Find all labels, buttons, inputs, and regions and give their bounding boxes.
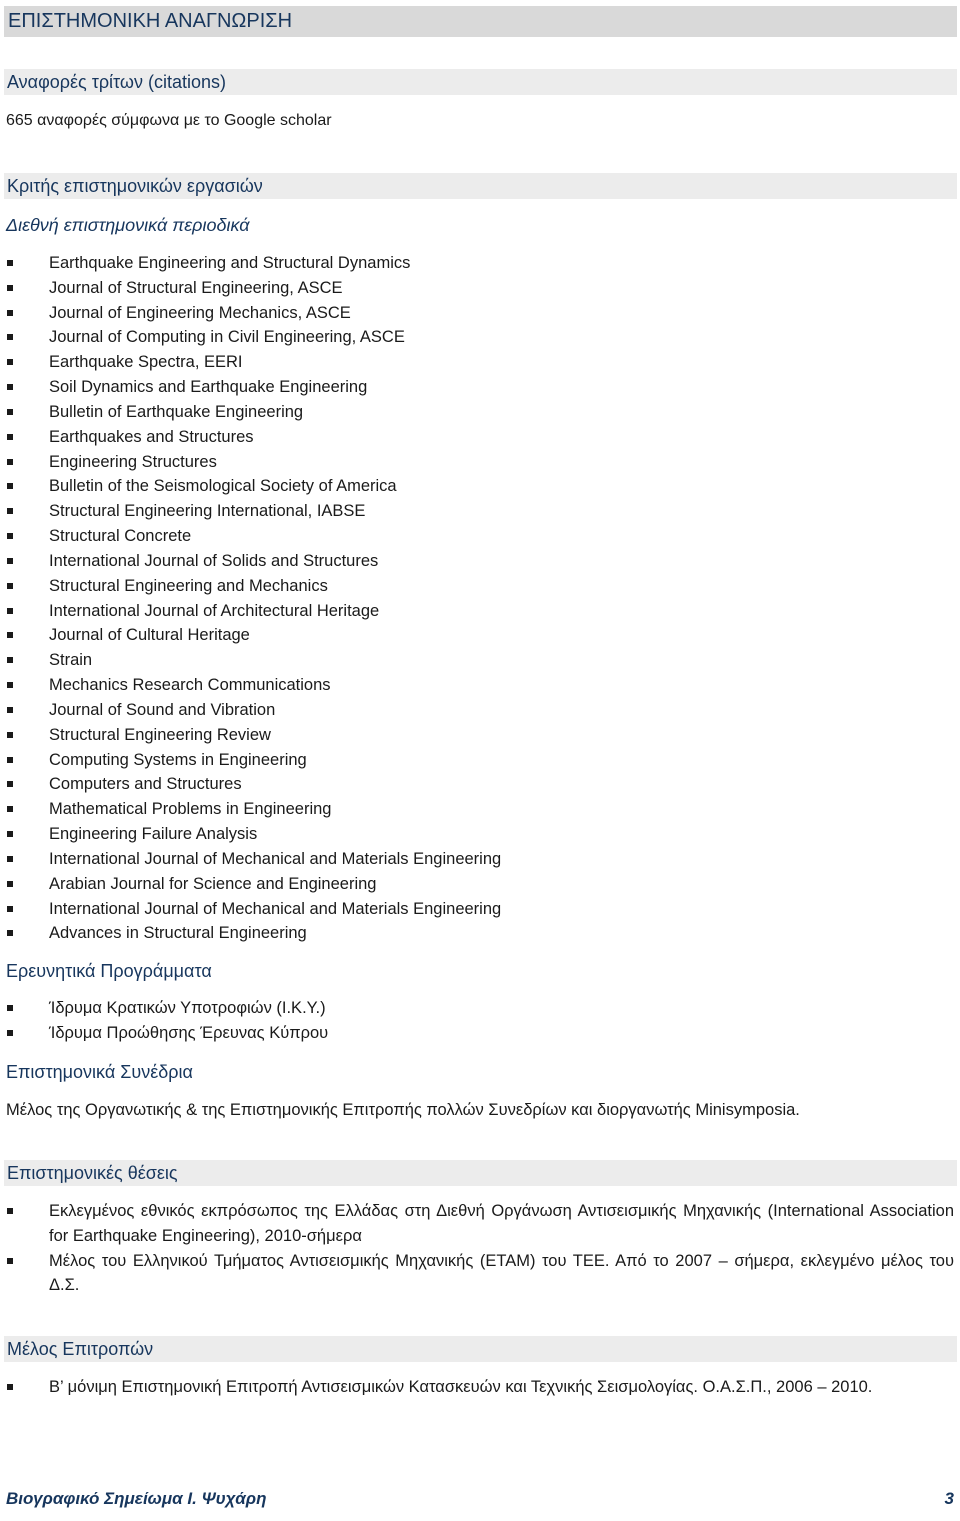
bullet-icon bbox=[7, 856, 13, 862]
journal-item bbox=[0, 623, 501, 648]
reviewer-heading: Κριτής επιστημονικών εργασιών bbox=[4, 173, 957, 199]
bullet-icon bbox=[7, 881, 13, 887]
journal-item-text: Structural Engineering International, IABSE bbox=[49, 502, 366, 521]
journal-item bbox=[0, 350, 501, 375]
journal-item bbox=[0, 648, 501, 673]
bullet-icon bbox=[7, 608, 13, 614]
journal-item-text: Journal of Structural Engineering, ASCE bbox=[49, 278, 343, 297]
page-title: ΕΠΙΣΤΗΜΟΝΙΚΗ ΑΝΑΓΝΩΡΙΣΗ bbox=[4, 6, 957, 37]
journal-item bbox=[0, 748, 501, 773]
page-number: 3 bbox=[944, 1489, 954, 1508]
bullet-icon bbox=[7, 384, 13, 390]
journal-item bbox=[0, 251, 501, 276]
research-item bbox=[0, 996, 328, 1021]
journal-item-text: Structural Engineering and Mechanics bbox=[49, 576, 328, 595]
bullet-icon bbox=[7, 583, 13, 589]
committees-heading: Μέλος Επιτροπών bbox=[4, 1336, 957, 1362]
bullet-icon bbox=[7, 483, 13, 489]
reviewer-subheading: Διεθνή επιστημονικά περιοδικά bbox=[6, 215, 250, 235]
bullet-icon bbox=[7, 757, 13, 763]
bullet-icon bbox=[7, 459, 13, 465]
bullet-icon bbox=[7, 508, 13, 514]
journal-item bbox=[0, 524, 501, 549]
bullet-icon bbox=[7, 1384, 13, 1390]
journal-item bbox=[0, 301, 501, 326]
research-heading: Ερευνητικά Προγράμματα bbox=[6, 961, 212, 981]
journal-item-text: Earthquake Spectra, EERI bbox=[49, 353, 243, 372]
journal-item bbox=[0, 425, 501, 450]
journal-item bbox=[0, 822, 501, 847]
journal-item-text: Earthquake Engineering and Structural Dynamics bbox=[49, 254, 411, 272]
bullet-icon bbox=[7, 359, 13, 365]
bullet-icon bbox=[7, 1005, 13, 1011]
journal-item bbox=[0, 797, 501, 822]
journal-item bbox=[0, 897, 501, 922]
journal-item-text: Journal of Computing in Civil Engineering, ASCE bbox=[49, 328, 405, 347]
journal-item-text: Bulletin of Earthquake Engineering bbox=[49, 402, 304, 421]
journal-item-text: Arabian Journal for Science and Engineering bbox=[49, 874, 377, 893]
journal-item-text: International Journal of Mechanical and Materials Engineering bbox=[49, 899, 502, 918]
bullet-icon bbox=[7, 558, 13, 564]
journal-item bbox=[0, 450, 501, 475]
journal-item bbox=[0, 921, 501, 946]
journal-item-text: Soil Dynamics and Earthquake Engineering bbox=[49, 378, 368, 397]
bullet-icon bbox=[7, 1208, 13, 1214]
bullet-icon bbox=[7, 334, 13, 340]
research-item-text: Ίδρυμα Κρατικών Υποτροφιών (Ι.Κ.Υ.) bbox=[49, 999, 326, 1017]
bullet-icon bbox=[7, 632, 13, 638]
citations-heading: Αναφορές τρίτων (citations) bbox=[4, 69, 957, 95]
bullet-icon bbox=[7, 732, 13, 738]
journal-item-text: Engineering Structures bbox=[49, 452, 217, 471]
research-item bbox=[0, 1021, 328, 1046]
conferences-heading: Επιστημονικά Συνέδρια bbox=[6, 1062, 193, 1082]
journal-item bbox=[0, 673, 501, 698]
bullet-icon bbox=[7, 260, 13, 266]
journal-item-text: Journal of Cultural Heritage bbox=[49, 626, 250, 645]
journal-item bbox=[0, 599, 501, 624]
journal-item-text: Computers and Structures bbox=[49, 775, 242, 794]
research-item-text: Ίδρυμα Προώθησης Έρευνας Κύπρου bbox=[49, 1023, 329, 1042]
bullet-icon bbox=[7, 707, 13, 713]
conferences-text: Μέλος της Οργανωτικής & της Επιστημονικής Επιτροπής πολλών Συνεδρίων και διοργανωτής Minisymposia. bbox=[6, 1101, 800, 1119]
bullet-icon bbox=[7, 682, 13, 688]
journal-item bbox=[0, 400, 501, 425]
journal-item bbox=[0, 276, 501, 301]
bullet-icon bbox=[7, 1258, 13, 1264]
journal-item-text: International Journal of Solids and Structures bbox=[49, 551, 379, 570]
journals-list bbox=[0, 251, 501, 946]
position-item bbox=[0, 1199, 954, 1249]
bullet-icon bbox=[7, 310, 13, 316]
journal-item-text: Engineering Failure Analysis bbox=[49, 825, 258, 844]
journal-item-text: Mechanics Research Communications bbox=[49, 676, 331, 695]
journal-item-text: Structural Engineering Review bbox=[49, 725, 271, 744]
journal-item bbox=[0, 698, 501, 723]
journal-item bbox=[0, 723, 501, 748]
bullet-icon bbox=[7, 434, 13, 440]
positions-list bbox=[0, 1199, 954, 1298]
journal-item-text: Journal of Engineering Mechanics, ASCE bbox=[49, 303, 351, 322]
position-item bbox=[0, 1249, 954, 1299]
journal-item bbox=[0, 574, 501, 599]
journal-item-text: Computing Systems in Engineering bbox=[49, 750, 307, 769]
bullet-icon bbox=[7, 930, 13, 936]
journal-item-text: Bulletin of the Seismological Society of America bbox=[49, 477, 397, 496]
bullet-icon bbox=[7, 409, 13, 415]
journal-item-text: Earthquakes and Structures bbox=[49, 427, 254, 446]
bullet-icon bbox=[7, 806, 13, 812]
journal-item bbox=[0, 772, 501, 797]
position-item-text: Εκλεγμένος εθνικός εκπρόσωπος της Ελλάδας στη Διεθνή Οργάνωση Αντισεισμικής Μηχανικής (International Association for Earthquake Engineering), 2010-σήμερα bbox=[49, 1202, 954, 1245]
journal-item-text: Mathematical Problems in Engineering bbox=[49, 800, 332, 819]
journal-item-text: International Journal of Architectural Heritage bbox=[49, 601, 380, 620]
journal-item bbox=[0, 499, 501, 524]
journal-item bbox=[0, 375, 501, 400]
journal-item-text: Journal of Sound and Vibration bbox=[49, 700, 276, 719]
journal-item-text: Strain bbox=[49, 651, 93, 670]
bullet-icon bbox=[7, 285, 13, 291]
bullet-icon bbox=[7, 781, 13, 787]
journal-item-text: Structural Concrete bbox=[49, 527, 192, 546]
journal-item bbox=[0, 872, 501, 897]
footer-title: Βιογραφικό Σημείωμα Ι. Ψυχάρη bbox=[6, 1489, 267, 1508]
journal-item bbox=[0, 549, 501, 574]
position-item-text: Μέλος του Ελληνικού Τμήματος Αντισεισμικής Μηχανικής (ΕΤΑΜ) του ΤΕΕ. Από το 2007 – σήμερα, εκλεγμένο μέλος του Δ.Σ. bbox=[49, 1251, 954, 1295]
positions-heading: Επιστημονικές θέσεις bbox=[4, 1160, 957, 1186]
journal-item-text: Advances in Structural Engineering bbox=[49, 924, 307, 943]
bullet-icon bbox=[7, 1030, 13, 1036]
bullet-icon bbox=[7, 906, 13, 912]
citations-text: 665 αναφορές σύμφωνα με το Google scholar bbox=[6, 112, 332, 129]
journal-item-text: International Journal of Mechanical and Materials Engineering bbox=[49, 849, 502, 868]
research-list bbox=[0, 996, 328, 1046]
journal-item bbox=[0, 474, 501, 499]
bullet-icon bbox=[7, 657, 13, 663]
journal-item bbox=[0, 847, 501, 872]
committee-item bbox=[0, 1375, 954, 1400]
committees-list bbox=[0, 1375, 954, 1400]
bullet-icon bbox=[7, 533, 13, 539]
committee-item-text: Β’ μόνιμη Επιστημονική Επιτροπή Αντισεισμικών Κατασκευών και Τεχνικής Σεισμολογίας. Ο.Α.Σ.Π., 2006 – 2010. bbox=[49, 1378, 873, 1396]
bullet-icon bbox=[7, 831, 13, 837]
journal-item bbox=[0, 325, 501, 350]
